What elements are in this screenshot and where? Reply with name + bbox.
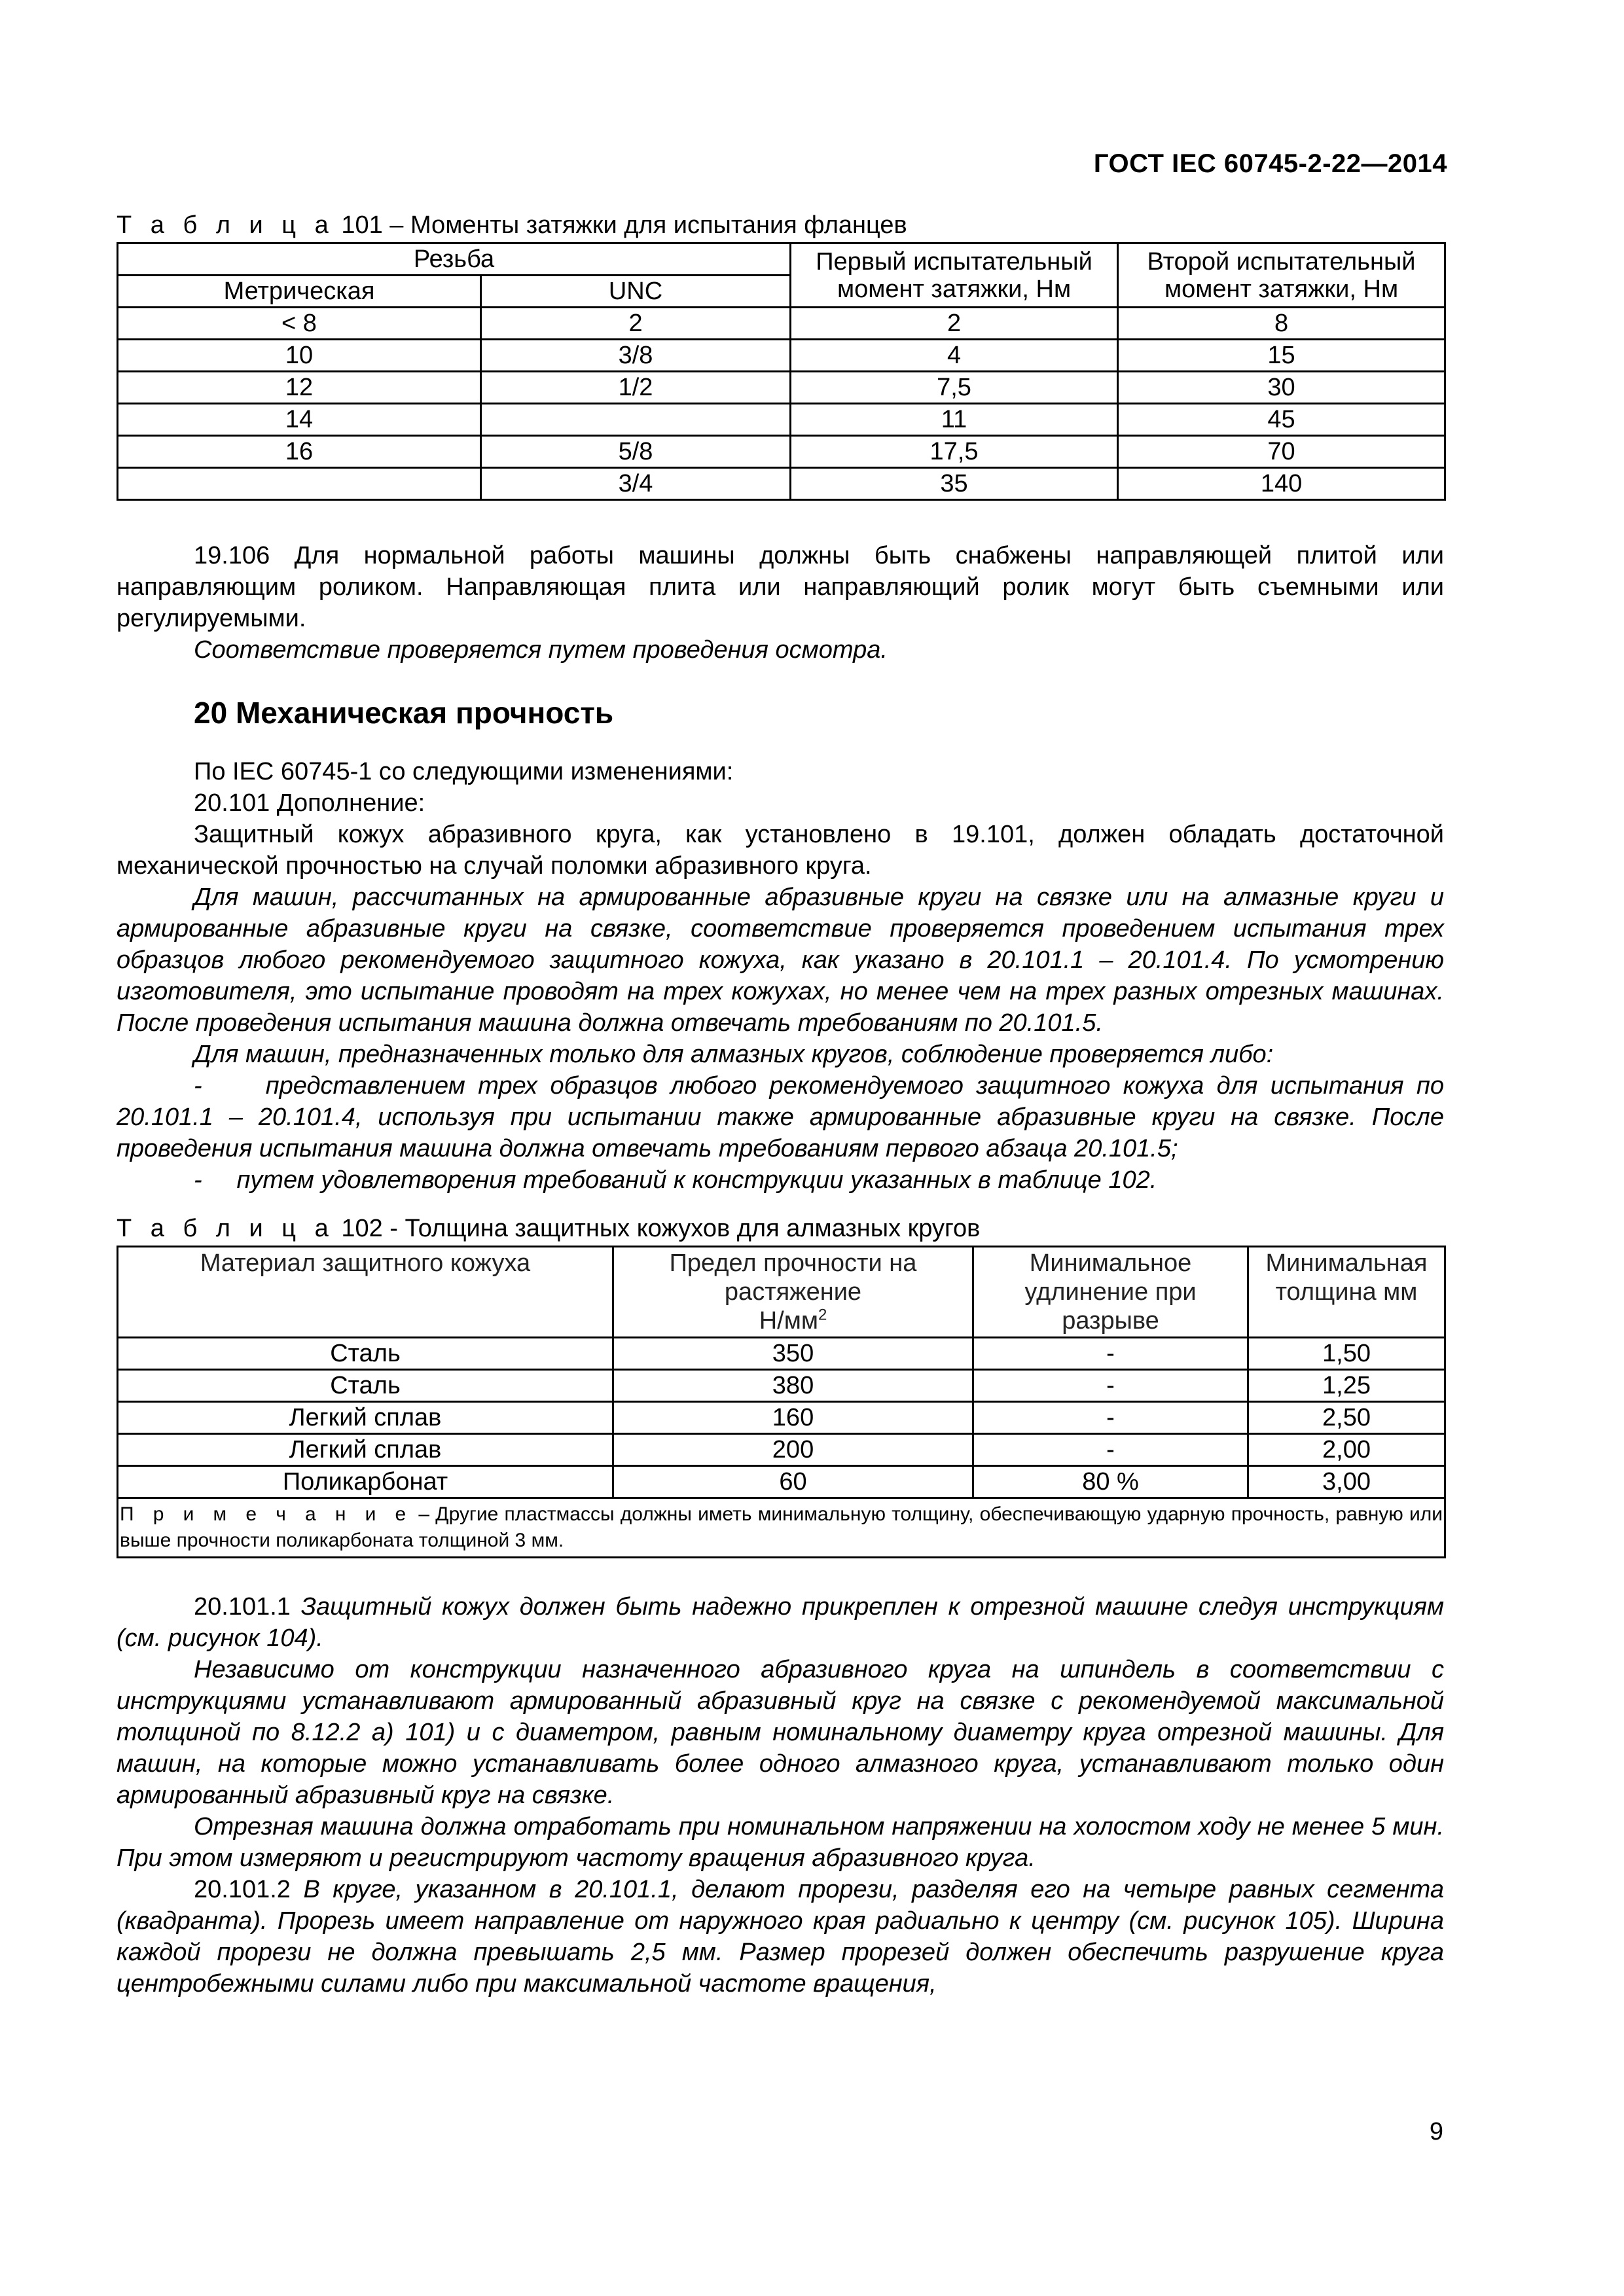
- table-caption-prefix: Т а б л и ц а: [117, 1215, 334, 1242]
- table-cell: 3/8: [481, 340, 791, 372]
- table-cell: Сталь: [118, 1338, 613, 1370]
- table-cell: < 8: [118, 308, 481, 340]
- table-cell: 5/8: [481, 436, 791, 468]
- table-row: [118, 1338, 1445, 1370]
- header-cell-metric: Метрическая: [118, 276, 481, 308]
- table-cell: 4: [791, 340, 1118, 372]
- table-cell: Легкий сплав: [118, 1402, 613, 1434]
- table-cell: 7,5: [791, 372, 1118, 404]
- table-cell: 2,00: [1248, 1434, 1445, 1466]
- table-cell: 11: [791, 404, 1118, 436]
- table-cell: 3,00: [1248, 1466, 1445, 1498]
- table-cell: 12: [118, 372, 481, 404]
- table-102-caption: [117, 1213, 1444, 1244]
- table-caption-text: 101 – Моменты затяжки для испытания фланцев: [341, 211, 907, 239]
- table-cell: 200: [613, 1434, 973, 1466]
- table-cell: 140: [1118, 468, 1445, 500]
- table-cell: 3/4: [481, 468, 791, 500]
- dash-marker: -: [194, 1072, 202, 1100]
- page-number: 9: [1429, 2118, 1443, 2145]
- paragraph-idle-run: Отрезная машина должна отработать при номинальном напряжении на холостом ходу не менее 5 мин. При этом измеряют и регистрируют частоту вращения абразивного круга.: [117, 1813, 1444, 1872]
- table-cell: 80 %: [973, 1466, 1248, 1498]
- table-cell: Легкий сплав: [118, 1434, 613, 1466]
- dash-marker: -: [194, 1166, 202, 1194]
- table-102: [117, 1246, 1446, 1558]
- note-prefix: П р и м е ч а н и е: [120, 1503, 413, 1525]
- paragraph-20-101-1: [117, 1591, 1444, 1654]
- table-cell: 1,50: [1248, 1338, 1445, 1370]
- list-item-dash-2: [117, 1164, 1444, 1196]
- table-cell: [481, 404, 791, 436]
- header-cell-material: Материал защитного кожуха: [118, 1247, 613, 1338]
- table-cell: 70: [1118, 436, 1445, 468]
- header-cell-second-torque: Второй испытательный момент затяжки, Нм: [1118, 243, 1445, 308]
- table-cell: 16: [118, 436, 481, 468]
- header-strength-unit: Н/мм: [759, 1307, 818, 1335]
- table-header-row: [118, 1247, 1445, 1338]
- table-row: [118, 1370, 1445, 1402]
- document-header: ГОСТ IEC 60745-2-22—2014: [1093, 149, 1447, 178]
- clause-text: Защитный кожух должен быть надежно прикреплен к отрезной машине следуя инструкциям (см. рисунок 104).: [117, 1593, 1444, 1652]
- clause-number: 20.101.1: [194, 1593, 291, 1621]
- header-cell-strength: [613, 1247, 973, 1338]
- table-cell: 2,50: [1248, 1402, 1445, 1434]
- table-101: [117, 242, 1446, 501]
- table-row: [118, 468, 1445, 500]
- table-cell: Сталь: [118, 1370, 613, 1402]
- table-cell: 30: [1118, 372, 1445, 404]
- paragraph-guard: Защитный кожух абразивного круга, как установлено в 19.101, должен обладать достаточной механической прочностью на случай поломки абразивного круга.: [117, 821, 1444, 880]
- clause-text: В круге, указанном в 20.101.1, делают прорези, разделяя его на четыре равных сегмента (квадранта). Прорезь имеет направление от наружного края радиально к центру (см. рисунок 105). Ширина каждой прорези не должна превышать 2,5 мм. Размер прорезей должен обеспечить разрушение круга центробежными силами либо при максимальной частоте вращения,: [117, 1876, 1445, 1998]
- paragraph-19-106-check: Соответствие проверяется путем проведения осмотра.: [194, 636, 888, 664]
- table-cell: [118, 468, 481, 500]
- table-cell: 160: [613, 1402, 973, 1434]
- table-cell: 8: [1118, 308, 1445, 340]
- table-row: [118, 1434, 1445, 1466]
- table-caption-prefix: Т а б л и ц а: [117, 211, 334, 239]
- table-cell: 350: [613, 1338, 973, 1370]
- paragraph-diamond: Для машин, предназначенных только для алмазных кругов, соблюдение проверяется либо:: [194, 1041, 1274, 1068]
- paragraph-machines: Для машин, рассчитанных на армированные абразивные круги на связке или на алмазные круги и армированные абразивные круги на связке, соответствие проверяется проведением испытания трех образцов любого рекомендуемого защитного кожуха, как указано в 20.101.1 – 20.101.4. По усмотрению изготовителя, это испытание проводят на трех кожухах, но менее чем на трех разных отрезных машинах. После проведения испытания машина должна отвечать требованиям по 20.101.5.: [117, 884, 1444, 1037]
- header-strength-label: Предел прочности на растяжение: [669, 1249, 917, 1306]
- table-caption-text: 102 - Толщина защитных кожухов для алмазных кругов: [341, 1215, 981, 1242]
- table-row: [118, 372, 1445, 404]
- table-header-row: [118, 243, 1445, 276]
- table-note: [118, 1498, 1445, 1558]
- header-cell-thickness: Минимальная толщина мм: [1248, 1247, 1445, 1338]
- paragraph-20-101-2: [117, 1874, 1444, 2000]
- paragraph-19-106: 19.106 Для нормальной работы машины должны быть снабжены направляющей плитой или направляющим роликом. Направляющая плита или направляющий ролик могут быть съемными или регулируемыми.: [117, 542, 1444, 632]
- table-row: [118, 1402, 1445, 1434]
- paragraph-20-101: 20.101 Дополнение:: [194, 789, 425, 817]
- table-cell: -: [973, 1402, 1248, 1434]
- table-row: [118, 1466, 1445, 1498]
- table-cell: 60: [613, 1466, 973, 1498]
- header-cell-thread: Резьба: [118, 243, 791, 276]
- table-101-caption: [117, 209, 1444, 241]
- table-cell: 17,5: [791, 436, 1118, 468]
- table-cell: -: [973, 1338, 1248, 1370]
- table-cell: Поликарбонат: [118, 1466, 613, 1498]
- note-text: – Другие пластмассы должны иметь минимальную толщину, обеспечивающую ударную прочность, равную или выше прочности поликарбоната толщиной 3 мм.: [120, 1503, 1443, 1551]
- table-row: [118, 404, 1445, 436]
- table-cell: 1,25: [1248, 1370, 1445, 1402]
- header-cell-first-torque: Первый испытательный момент затяжки, Нм: [791, 243, 1118, 308]
- table-cell: 45: [1118, 404, 1445, 436]
- table-cell: 2: [481, 308, 791, 340]
- list-item-text: представлением трех образцов любого рекомендуемого защитного кожуха для испытания по 20.101.1 – 20.101.4, используя при испытании также армированные абразивные круги на связке. После проведения испытания машина должна отвечать требованиям первого абзаца 20.101.5;: [117, 1072, 1444, 1162]
- table-row: [118, 308, 1445, 340]
- header-strength-sup: 2: [818, 1306, 827, 1324]
- table-cell: 35: [791, 468, 1118, 500]
- table-cell: 15: [1118, 340, 1445, 372]
- table-cell: 14: [118, 404, 481, 436]
- section-title: 20 Механическая прочность: [194, 696, 614, 730]
- paragraph-independent: Независимо от конструкции назначенного абразивного круга на шпиндель в соответствии с инструкциями устанавливают армированный абразивный круг на связке с рекомендуемой максимальной толщиной по 8.12.2 а) 101) и с диаметром, равным номинальному диаметру круга отрезной машины. Для машин, на которые можно устанавливать более одного алмазного круга, устанавливают только один армированный абразивный круг на связке.: [117, 1656, 1444, 1809]
- table-cell: 1/2: [481, 372, 791, 404]
- table-cell: -: [973, 1434, 1248, 1466]
- clause-number: 20.101.2: [194, 1876, 291, 1903]
- table-cell: 380: [613, 1370, 973, 1402]
- table-cell: -: [973, 1370, 1248, 1402]
- table-cell: 10: [118, 340, 481, 372]
- paragraph-iec-reference: По IEC 60745-1 со следующими изменениями:: [194, 758, 734, 785]
- table-row: [118, 340, 1445, 372]
- table-row: [118, 436, 1445, 468]
- table-cell: 2: [791, 308, 1118, 340]
- list-item-text: путем удовлетворения требований к конструкции указанных в таблице 102.: [236, 1166, 1157, 1194]
- table-note-row: [118, 1498, 1445, 1558]
- header-cell-unc: UNC: [481, 276, 791, 308]
- page-content: [117, 209, 1444, 2000]
- header-cell-elongation: Минимальное удлинение при разрыве: [973, 1247, 1248, 1338]
- list-item-dash-1: [117, 1070, 1444, 1164]
